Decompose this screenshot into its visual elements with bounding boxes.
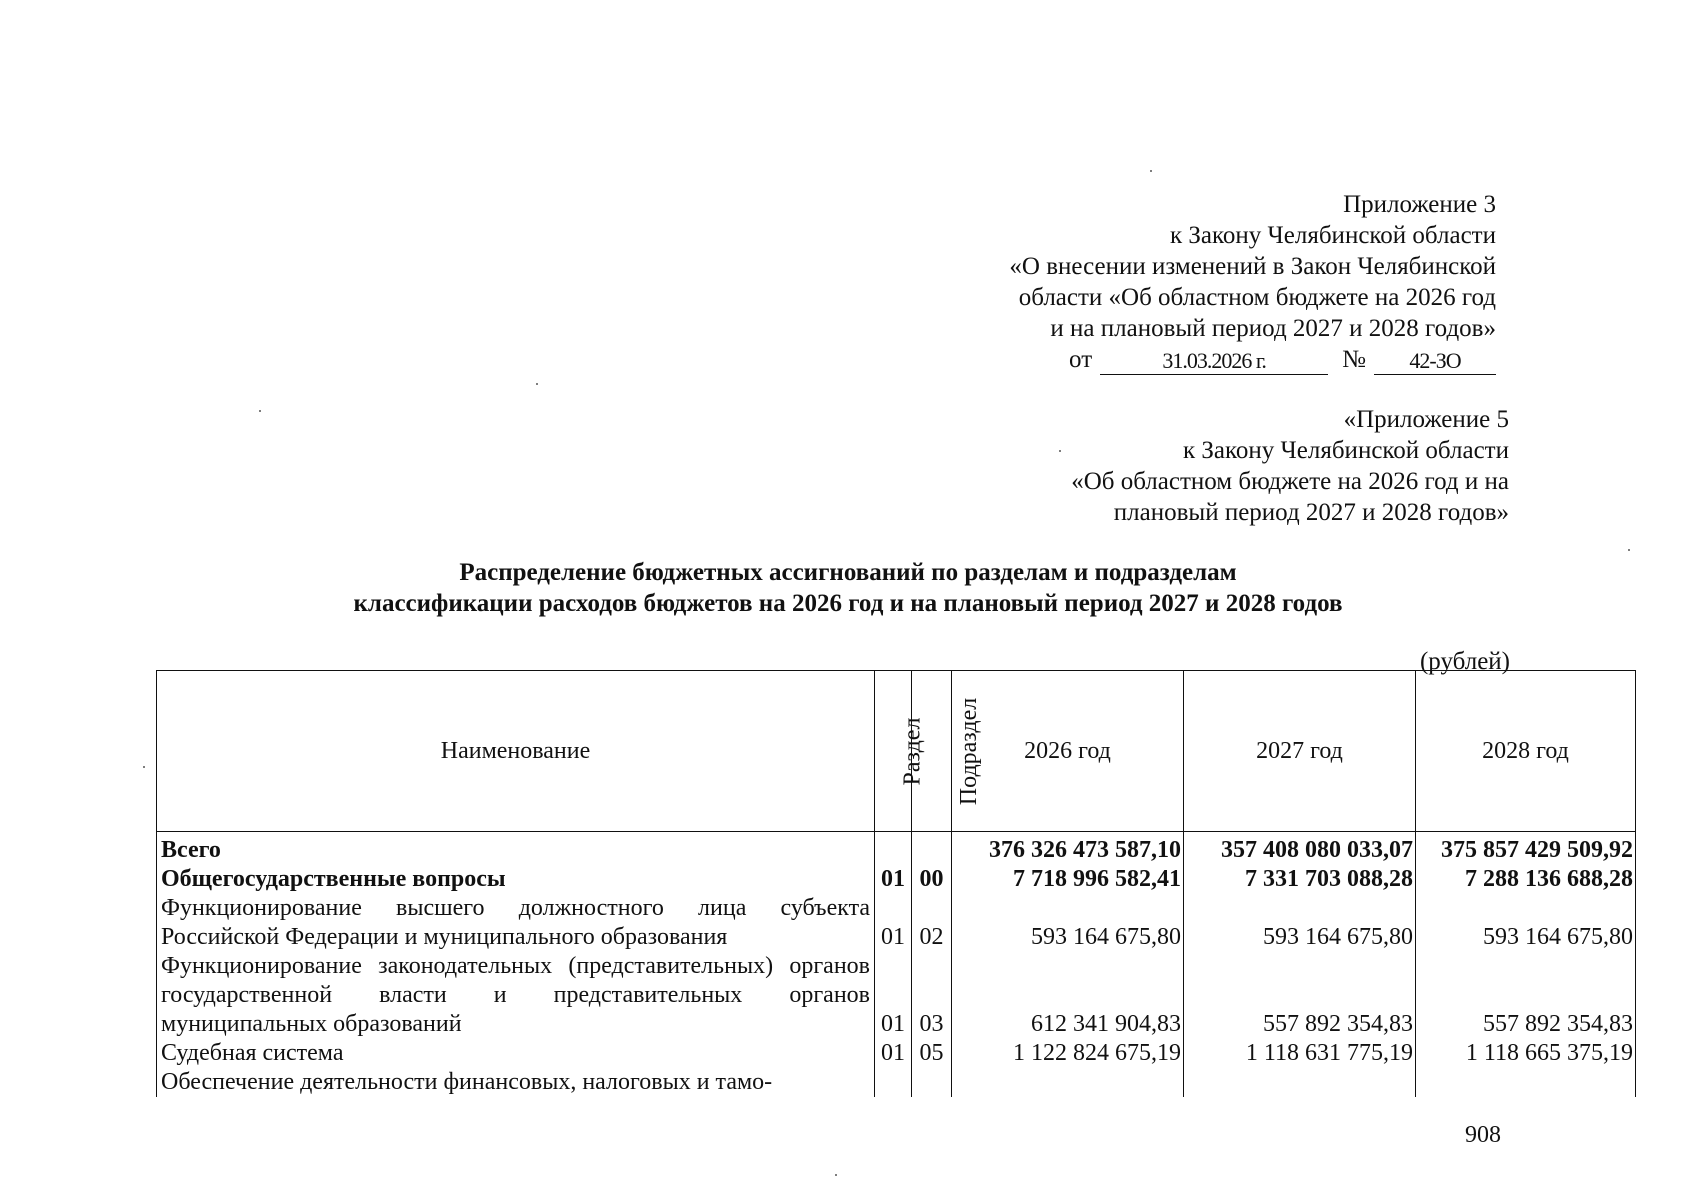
table-row [157,1068,1636,1097]
appendix-3-header [796,189,1496,375]
scan-speck [1150,170,1152,172]
appendix-5-line: к Закону Челябинской области [1183,437,1509,464]
scan-speck [536,383,538,385]
table-header-row [157,671,1636,832]
law-date: 31.03.2026 г. [1100,348,1328,375]
appendix-3-line: «О внесении изменений в Закон Челябинской [1009,253,1496,280]
row-2027: 357 408 080 033,07 [1184,832,1416,866]
law-number: 42-ЗО [1374,348,1496,375]
table-row [157,832,1636,866]
row-2027 [1184,1068,1416,1097]
table-row [157,865,1636,894]
budget-table [156,670,1636,1097]
header-section-label: Раздел [899,717,926,785]
header-section [875,671,926,832]
row-2028: 375 857 429 509,92 [1416,832,1636,866]
appendix-3-line: к Закону Челябинской области [1170,222,1496,249]
row-2028 [1416,1068,1636,1097]
appendix-3-line: и на плановый период 2027 и 2028 годов» [1050,315,1496,342]
title-line-1: Распределение бюджетных ассигнований по разделам и подразделам [459,559,1237,586]
appendix-5-line: «Об областном бюджете на 2026 год и на [1071,468,1509,495]
header-name: Наименование [157,671,875,832]
row-section: 01 [875,1039,912,1068]
header-2026: 2026 год [952,671,1184,832]
row-name: Общегосударственные вопросы [157,865,875,894]
scan-speck [1628,549,1630,551]
row-2027: 1 118 631 775,19 [1184,1039,1416,1068]
appendix-5-line: «Приложение 5 [1343,406,1509,433]
table-row [157,894,1636,952]
row-name: Всего [157,832,875,866]
row-section [875,1068,912,1097]
row-section: 01 [875,894,912,952]
row-name: Обеспечение деятельности финансовых, налоговых и тамо- [157,1068,875,1097]
row-2027: 557 892 354,83 [1184,952,1416,1039]
header-2028: 2028 год [1416,671,1636,832]
table-row [157,1039,1636,1068]
row-2026: 593 164 675,80 [952,894,1184,952]
scan-speck [143,766,145,768]
units-label: (рублей) [1419,648,1510,675]
document-title [0,557,1696,619]
scan-speck [835,1174,837,1176]
row-section: 01 [875,865,912,894]
row-subsection: 03 [912,952,952,1039]
row-2028: 593 164 675,80 [1416,894,1636,952]
appendix-3-line: Приложение 3 [1343,191,1496,218]
number-prefix: № [1342,346,1366,373]
header-subsection-label: Подраздел [956,697,983,805]
row-subsection: 02 [912,894,952,952]
date-prefix: от [1069,346,1093,373]
row-subsection [912,832,952,866]
appendix-5-line: плановый период 2027 и 2028 годов» [1113,499,1509,526]
row-2027: 593 164 675,80 [1184,894,1416,952]
scan-speck [259,410,261,412]
row-name: Функционирование высшего должностного лица субъекта Российской Федерации и муниципального образования [157,894,875,952]
date-number-row [796,344,1496,375]
scan-speck [1059,450,1061,452]
appendix-3-line: области «Об областном бюджете на 2026 год [1018,284,1496,311]
row-2026 [952,1068,1184,1097]
page-number: 908 [1465,1122,1501,1148]
row-2028: 1 118 665 375,19 [1416,1039,1636,1068]
row-2026: 376 326 473 587,10 [952,832,1184,866]
title-line-2: классификации расходов бюджетов на 2026 год и на плановый период 2027 и 2028 годов [353,590,1343,617]
row-subsection: 00 [912,865,952,894]
row-section: 01 [875,952,912,1039]
row-2026: 7 718 996 582,41 [952,865,1184,894]
row-subsection: 05 [912,1039,952,1068]
row-2028: 7 288 136 688,28 [1416,865,1636,894]
table-row [157,952,1636,1039]
row-subsection [912,1068,952,1097]
row-2027: 7 331 703 088,28 [1184,865,1416,894]
row-2028: 557 892 354,83 [1416,952,1636,1039]
row-2026: 1 122 824 675,19 [952,1039,1184,1068]
header-2027: 2027 год [1184,671,1416,832]
row-2026: 612 341 904,83 [952,952,1184,1039]
row-name: Функционирование законодательных (представительных) органов государственной власти и представительных органов муниципальных образований [157,952,875,1039]
row-name: Судебная система [157,1039,875,1068]
row-section [875,832,912,866]
appendix-5-header [809,404,1509,528]
